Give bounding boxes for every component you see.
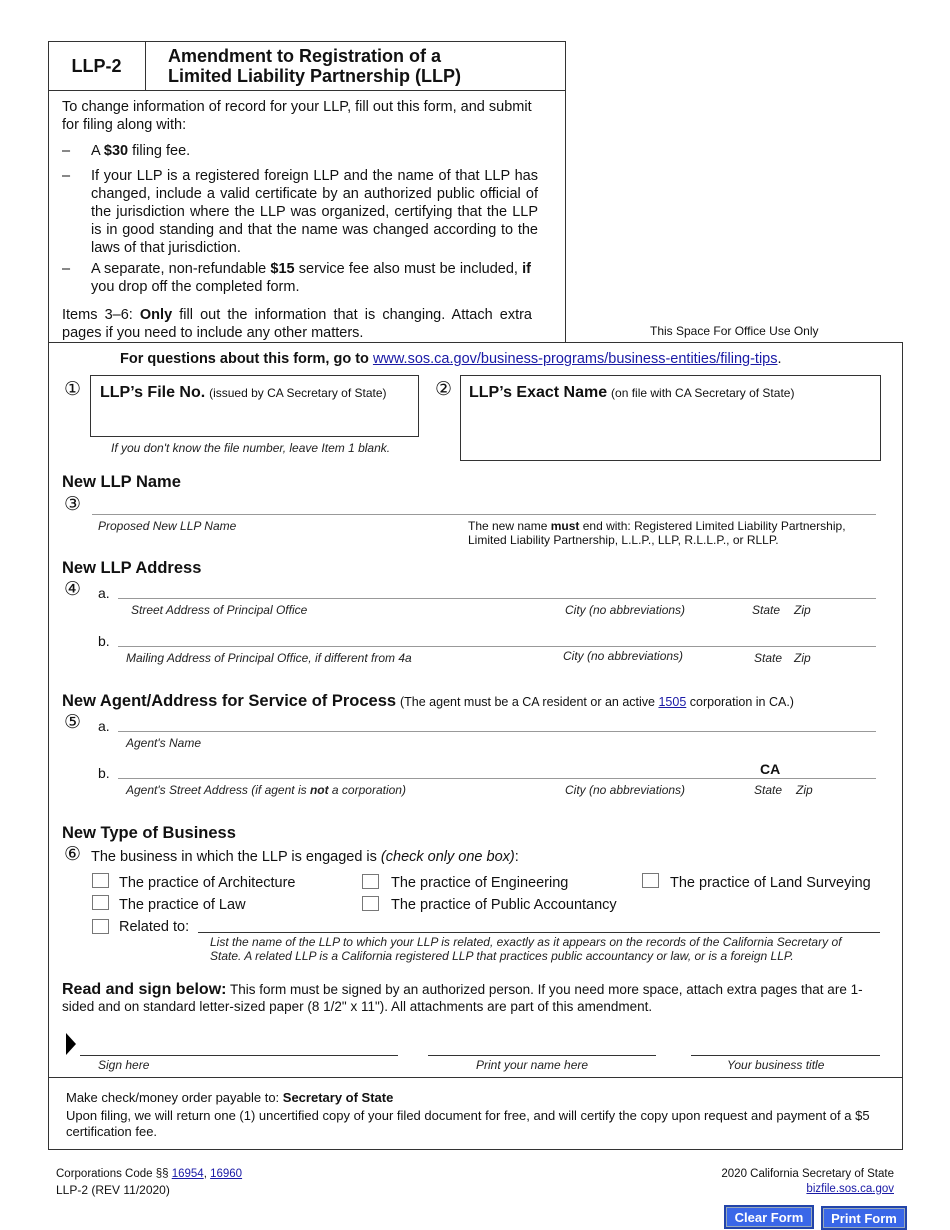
questions-text: For questions about this form, go to [120,351,373,367]
signature-field[interactable] [80,1055,398,1056]
bullet3-amount: $15 [270,261,295,277]
related-note: List the name of the LLP to which your LLP is related, exactly as it appears on the records of the California Secretary of State. A related LLP is a California registered LLP that practices public accountancy or law, or is a foreign LLP. [210,935,842,963]
print-name-field[interactable] [428,1055,656,1056]
proposed-name-input[interactable] [92,514,876,515]
new-name-heading: New LLP Name [62,473,181,491]
mailing-address-input[interactable] [118,646,876,647]
new-address-heading: New LLP Address [62,559,202,577]
agent-note-post: corporation in CA.) [686,695,794,709]
bullet1-amount: $30 [103,143,129,159]
bullet-dash-3: – [62,261,71,277]
bullet-service-fee [91,260,531,296]
sign-arrow-icon [66,1033,76,1055]
item5b-state-caption: State [754,783,783,797]
code-pre: Corporations Code §§ [56,1168,172,1180]
law-checkbox[interactable] [92,895,109,910]
agent-name-caption: Agent's Name [126,736,201,750]
sign-here-caption: Sign here [98,1058,150,1072]
prompt-colon: : [514,849,519,865]
sign-heading: Read and sign below: [62,981,227,998]
copyright: 2020 California Secretary of State [721,1168,894,1180]
bullet3-mid: service fee also must be included, [294,261,523,277]
item4a-city-caption: City (no abbreviations) [565,603,686,617]
item2-label [469,384,794,402]
bullet-filing-fee [91,142,541,160]
form-title-line1: Amendment to Registration of a [168,46,442,66]
related-checkbox[interactable] [92,919,109,934]
related-label: Related to: [119,919,190,935]
agent-note-pre: (The agent must be a CA resident or an active [399,695,659,709]
item2-number: ② [435,379,453,400]
bullet-foreign-llp: If your LLP is a registered foreign LLP and the name of that LLP has changed, include a valid certificate by an authorized public official of the jurisdiction where the LLP was organized, certifying that the LLP is in good standing and that the name was changed according to the laws of that jurisdiction. [91,168,538,256]
item5b-zip-caption: Zip [796,783,813,797]
code-sep: , [203,1168,211,1180]
sign-text: This form must be signed by an authorized person. If you need more space, attach extra pages that are 1-sided and on standard letter-sized paper (8 1/2" x 11"). All attachments are part of this amendment. [62,982,863,1014]
items-post: fill out the information that is changing. Attach extra pages if you need to include any other matters. [62,307,532,341]
note-pre: The new name [468,519,551,533]
bullet3-if: if [522,261,532,277]
bullet3-post: you drop off the completed form. [91,279,300,295]
business-title-field[interactable] [691,1055,880,1056]
print-form-button[interactable]: Print Form [821,1206,907,1230]
engineering-checkbox[interactable] [362,874,379,889]
items-instruction [62,306,532,342]
agent-address-input[interactable] [118,778,876,779]
form-title-line2: Limited Liability Partnership (LLP) [168,66,462,86]
bullet1-post: filing fee. [128,143,191,159]
item1-title: LLP’s File No. [100,384,206,401]
item4a-state-caption: State [752,603,781,617]
item5b-city-caption: City (no abbreviations) [565,783,686,797]
item4b-state-caption: State [754,651,783,665]
agent-street-pre: Agent's Street Address (if agent is [126,783,310,797]
item4a-label: a. [98,585,110,601]
bullet3-pre: A separate, non-refundable [91,261,271,277]
print-name-caption: Print your name here [476,1058,589,1072]
questions-period: . [777,351,782,367]
accountancy-checkbox[interactable] [362,896,379,911]
form-code: LLP-2 [48,41,146,91]
business-type-prompt [91,849,519,865]
item5b-label: b. [98,765,110,781]
item3-number: ③ [64,494,82,515]
architecture-label: The practice of Architecture [119,875,296,891]
agent-heading-line [62,692,794,711]
accountancy-label: The practice of Public Accountancy [391,897,617,913]
law-label: The practice of Law [119,897,246,913]
business-title-caption: Your business title [727,1058,825,1072]
instruction-box-left [48,91,49,343]
principal-office-caption: Street Address of Principal Office [131,603,308,617]
item1-number: ① [64,379,82,400]
agent-name-input[interactable] [118,731,876,732]
note-must: must [550,519,580,533]
land-surveying-label: The practice of Land Surveying [670,875,871,891]
business-type-heading: New Type of Business [62,824,236,842]
item1-hint: If you don't know the file number, leave Item 1 blank. [111,441,391,455]
prompt-text: The business in which the LLP is engaged is [91,849,381,865]
office-use-label: This Space For Office Use Only [650,324,819,338]
mailing-address-caption: Mailing Address of Principal Office, if different from 4a [126,651,412,665]
proposed-name-caption: Proposed New LLP Name [98,519,237,533]
payment-divider [48,1077,902,1078]
principal-office-input[interactable] [118,598,876,599]
agent-state-value: CA [760,761,781,777]
item2-subtitle: (on file with CA Secretary of State) [611,386,795,400]
intro-paragraph: To change information of record for your LLP, fill out this form, and submit for filing along with: [62,99,532,133]
prompt-italic: (check only one box) [380,849,515,865]
note-post: end with: Registered Limited Liability Partnership, Limited Liability Partnership, L.L.P., LLP, R.L.L.P., or RLLP. [468,519,846,547]
payment-payable [66,1090,393,1105]
agent-address-caption [126,783,406,797]
instruction-box-right [565,91,566,343]
filing-tips-link[interactable]: www.sos.ca.gov/business-programs/business-entities/filing-tips [372,351,778,367]
bullet-dash-2: – [62,168,71,184]
item5a-label: a. [98,718,110,734]
section-1505-link[interactable]: 1505 [658,695,687,709]
item4a-zip-caption: Zip [794,603,811,617]
item1-subtitle: (issued by CA Secretary of State) [209,386,387,400]
item2-title: LLP’s Exact Name [469,384,608,401]
form-revision: LLP-2 (REV 11/2020) [56,1183,170,1197]
form-title [168,46,548,86]
agent-note [400,695,794,709]
related-llp-input[interactable] [198,932,880,933]
item4b-city-caption: City (no abbreviations) [563,649,684,663]
clear-form-button[interactable]: Clear Form [724,1205,814,1229]
items-only: Only [139,307,173,323]
corporations-code [56,1168,242,1180]
agent-heading: New Agent/Address for Service of Process [62,692,397,710]
bullet1-pre: A [91,143,104,159]
payment-copy-note: Upon filing, we will return one (1) uncertified copy of your filed document for free, and will certify the copy upon request and payment of a $5 certification fee. [66,1108,870,1139]
payable-to: Secretary of State [282,1090,394,1105]
code-16954-link[interactable]: 16954 [171,1168,204,1180]
item4-number: ④ [64,579,82,600]
agent-street-post: a corporation) [328,783,406,797]
item5-number: ⑤ [64,712,82,733]
bizfile-link[interactable]: bizfile.sos.ca.gov [806,1183,894,1195]
item1-label [100,384,387,402]
engineering-label: The practice of Engineering [391,875,569,891]
items-pre: Items 3–6: [62,307,140,323]
item6-number: ⑥ [64,844,82,865]
agent-street-not: not [309,783,329,797]
bullet-dash-1: – [62,143,71,159]
land-surveying-checkbox[interactable] [642,873,659,888]
name-ending-note [468,519,878,547]
code-16960-link[interactable]: 16960 [210,1168,243,1180]
payable-pre: Make check/money order payable to: [66,1090,283,1105]
item4b-zip-caption: Zip [794,651,811,665]
architecture-checkbox[interactable] [92,873,109,888]
item4b-label: b. [98,633,110,649]
sign-instructions [62,981,882,1015]
questions-line [120,351,782,367]
